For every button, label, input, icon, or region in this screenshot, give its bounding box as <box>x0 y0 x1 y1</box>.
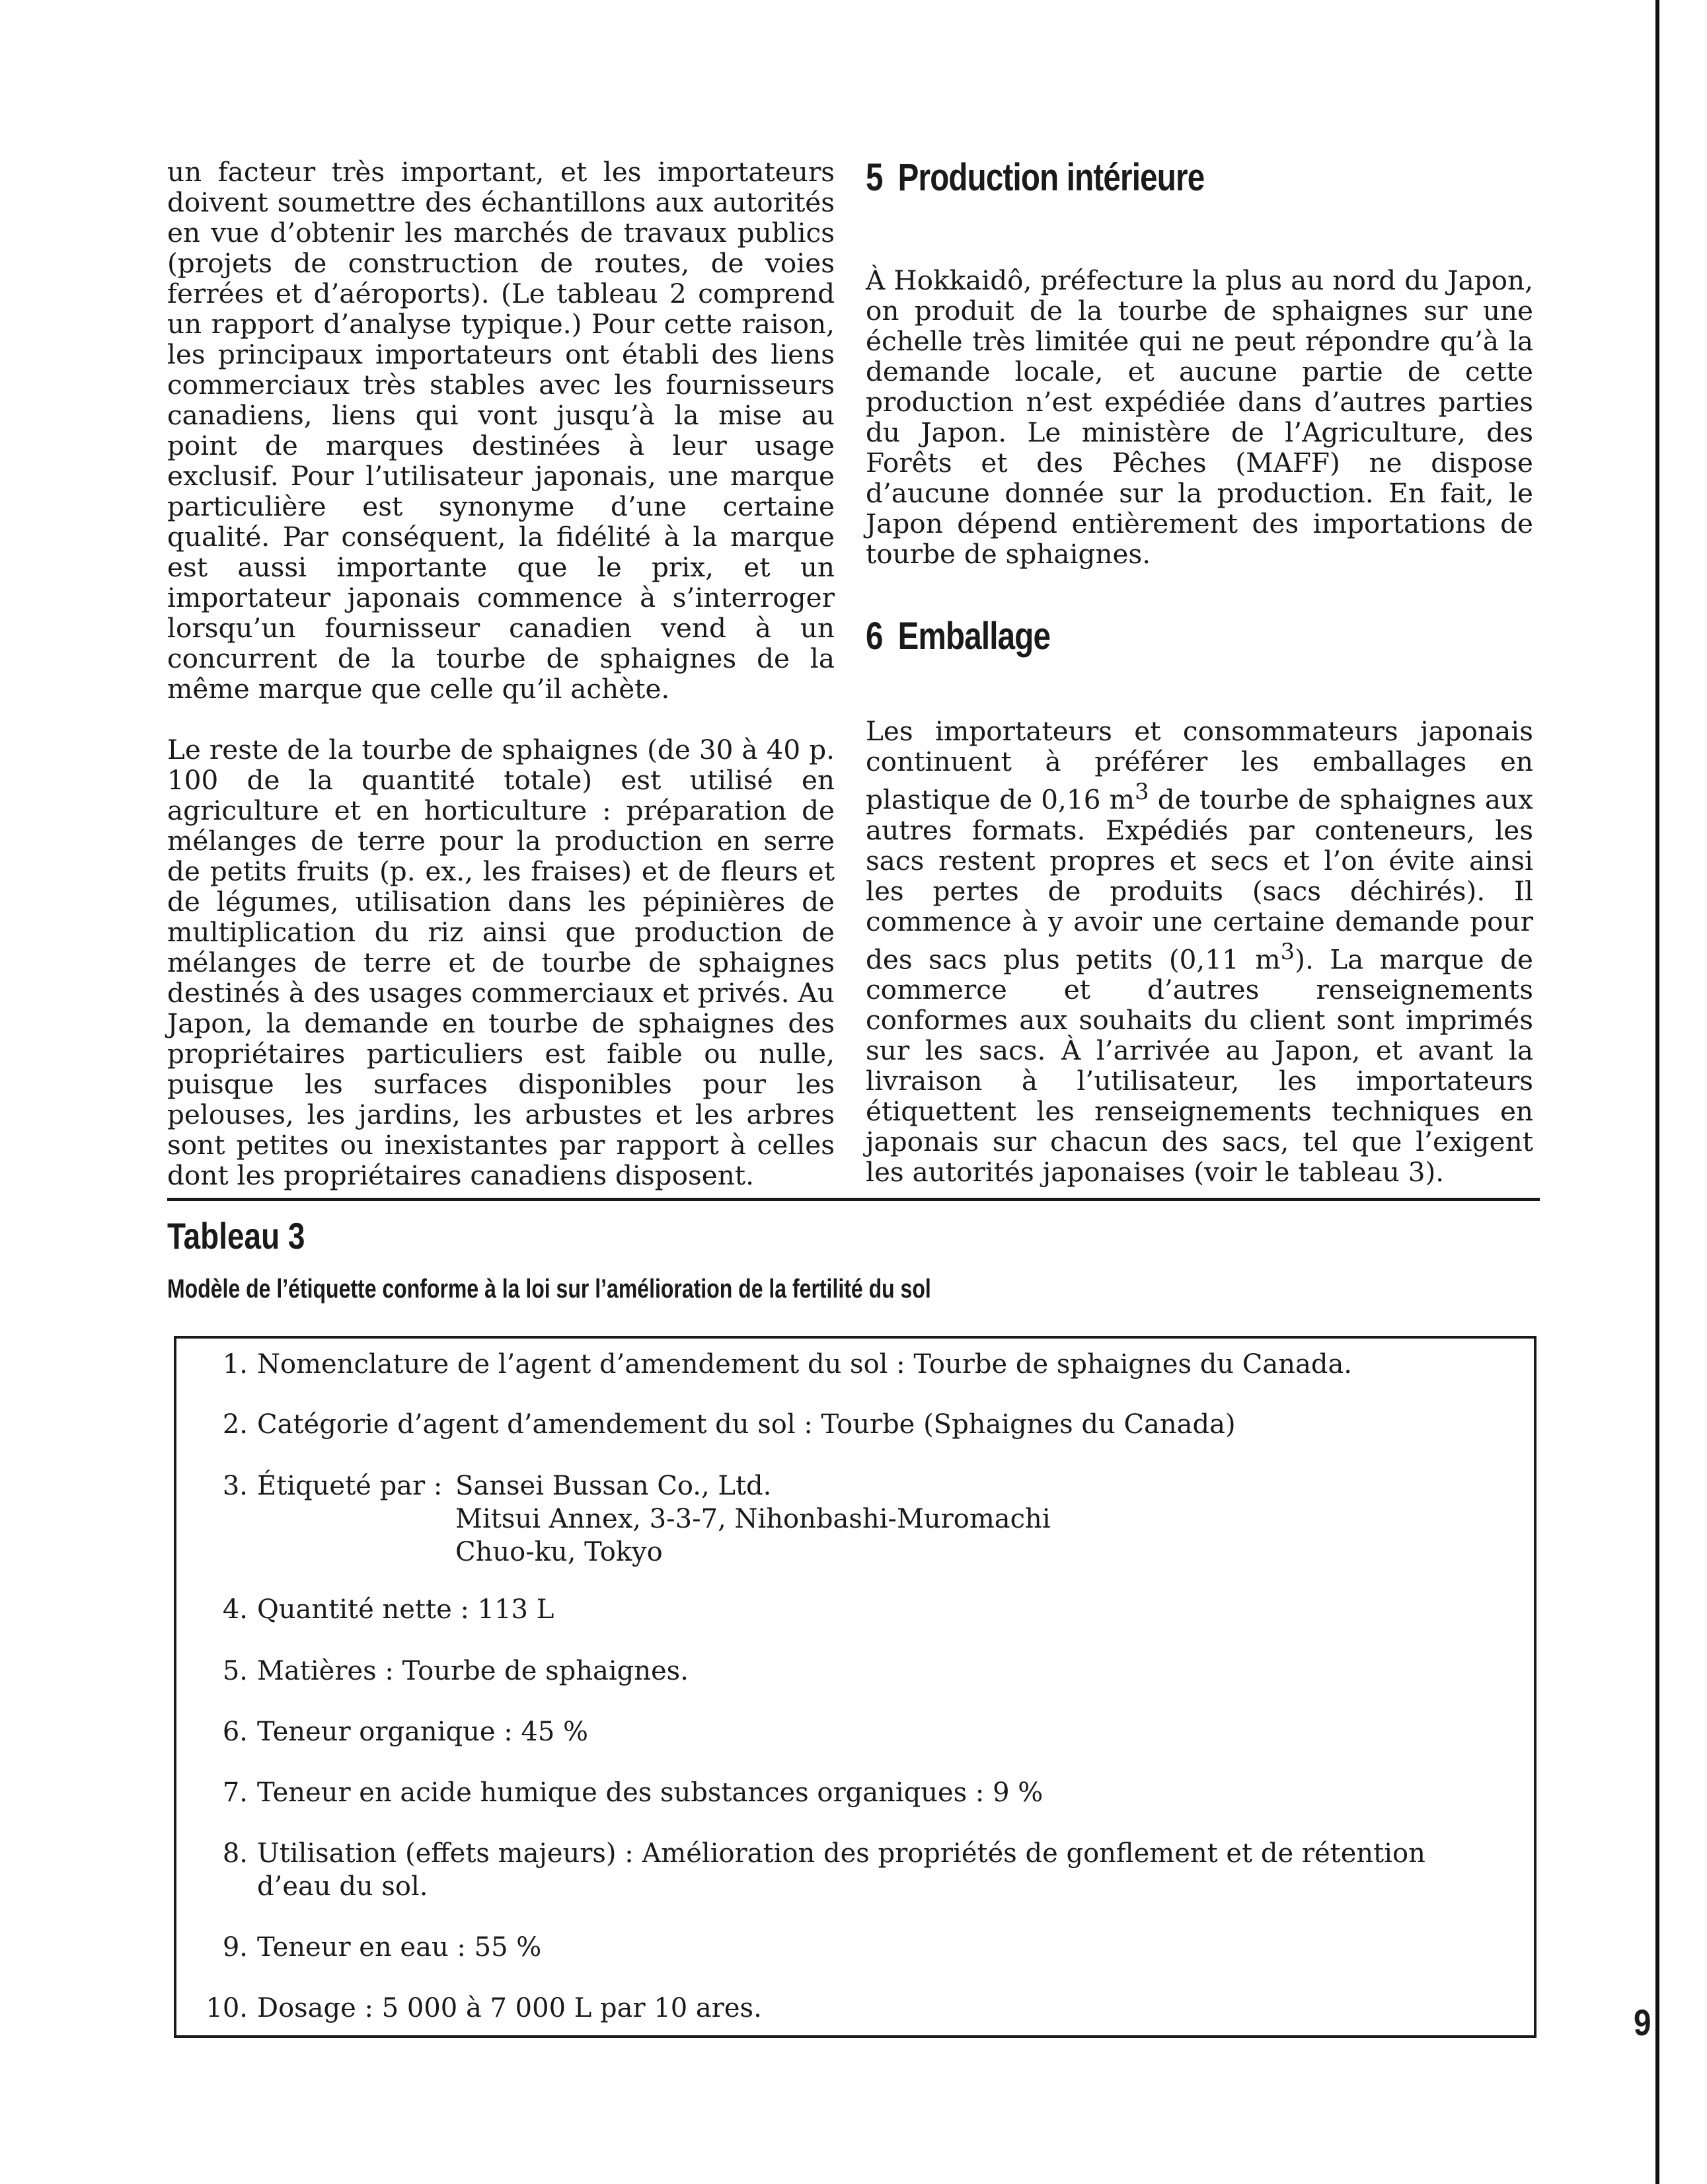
label-model-box <box>174 1336 1536 2038</box>
item-text: Matières : Tourbe de sphaignes. <box>257 1656 689 1686</box>
packaging-sup-a: 3 <box>1135 779 1149 804</box>
item-text: Utilisation (effets majeurs) : Amélioration des propriétés de gonflement et de rétention d’eau du sol. <box>257 1838 1425 1902</box>
table-subtitle: Modèle de l’étiquette conforme à la loi sur l’amélioration de la fertilité du sol <box>167 1274 931 1304</box>
item-number: 4. <box>222 1594 248 1625</box>
paragraph-importers-brand: un facteur très important, et les importateurs doivent soumettre des échantillons aux autorités en vue d’obtenir les marchés de travaux publics (projets de construction de routes, de voies ferrées et d’aéroports). (Le tableau 2 comprend un rapport d’analyse typique.) Pour cette raison, les principaux importateurs ont établi des liens commerciaux très stables avec les fournisseurs canadiens, liens qui vont jusqu’à la mise au point de marques destinées à leur usage exclusif. Pour l’utilisateur japonais, une marque particulière est synonyme d’une certaine qualité. Par conséquent, la fidélité à la marque est aussi importante que le prix, et un importateur japonais commence à s’interroger lorsqu’un fournisseur canadien vend à un concurrent de la tourbe de sphaignes de la même marque que celle qu’il achète. <box>167 156 835 705</box>
item-number: 2. <box>222 1409 248 1440</box>
packaging-sup-b: 3 <box>1280 938 1295 964</box>
labeller-lines <box>455 1469 1051 1569</box>
page-number: 9 <box>1634 2002 1651 2043</box>
item-number: 10. <box>206 1993 248 2023</box>
paragraph-domestic-production: À Hokkaidô, préfecture la plus au nord du Japon, on produit de la tourbe de sphaignes sur une échelle très limitée qui ne peut répondre qu’à la demande locale, et aucune partie de cette production n’est expédiée dans d’autres parties du Japon. Le ministère de l’Agriculture, des Forêts et des Pêches (MAFF) ne dispose d’aucune donnée sur la production. En fait, le Japon dépend entièrement des importations de tourbe de sphaignes. <box>866 264 1533 570</box>
section-heading-6 <box>866 615 1413 658</box>
item-number: 8. <box>222 1838 248 1869</box>
item-number: 5. <box>222 1656 248 1686</box>
left-column <box>167 157 835 1190</box>
section-title-6: Emballage <box>897 615 1051 658</box>
right-column <box>866 157 1533 1187</box>
labeller-company: Sansei Bussan Co., Ltd. <box>455 1471 772 1501</box>
packaging-text-b: de tourbe de sphaignes aux autres formats. Expédiés par conteneurs, les sacs restent propres et secs et l’on évite ainsi les pertes de produits (sacs déchirés). Il commence à y avoir une certaine demande pour des sacs plus petits (0,11 m <box>866 783 1534 975</box>
label-item <box>176 1348 1499 1381</box>
item-text: Teneur organique : 45 % <box>257 1717 589 1747</box>
item-number: 9. <box>222 1932 248 1963</box>
item-number: 6. <box>222 1717 248 1747</box>
table-divider-rule <box>167 1198 1540 1201</box>
section-title-5: Production intérieure <box>897 156 1205 199</box>
packaging-text-c: ). La marque de commerce et d’autres renseignements conformes aux souhaits du client sont imprimés sur les sacs. À l’arrivée au Japon, et avant la livraison à l’utilisateur, les importateurs étiquettent les renseignements techniques en japonais sur chacun des sacs, tel que l’exigent les autorités japonaises (voir le tableau 3). <box>866 943 1533 1188</box>
label-item <box>176 1408 1499 1441</box>
labeller-street: Mitsui Annex, 3-3-7, Nihonbashi-Muromachi <box>455 1504 1051 1534</box>
table-title: Tableau 3 <box>167 1215 305 1257</box>
labeller-key: Étiqueté par : <box>257 1471 443 1501</box>
paragraph-agriculture-use: Le reste de la tourbe de sphaignes (de 30 à 40 p. 100 de la quantité totale) est utilisé en agriculture et en horticulture : préparation de mélanges de terre pour la production en serre de petits fruits (p. ex., les fraises) et de fleurs et de légumes, utilisation dans les pépinières de multiplication du riz ainsi que production de mélanges de terre et de tourbe de sphaignes destinés à des usages commerciaux et privés. Au Japon, la demande en tourbe de sphaignes des propriétaires particuliers est faible ou nulle, puisque les surfaces disponibles pour les pelouses, les jardins, les arbustes et les arbres sont petites ou inexistantes par rapport à celles dont les propriétaires canadiens disposent. <box>167 734 835 1191</box>
section-heading-5 <box>866 157 1413 199</box>
packaging-text-a: Les importateurs et consommateurs japonais continuent à préférer les emballages en plastique de 0,16 m <box>866 715 1533 816</box>
item-text: Teneur en acide humique des substances organiques : 9 % <box>257 1777 1043 1808</box>
item-text <box>257 1469 1499 1569</box>
labeller-address <box>257 1469 1499 1569</box>
item-text: Dosage : 5 000 à 7 000 L par 10 ares. <box>257 1993 762 2023</box>
label-item <box>176 1469 1499 1569</box>
item-text: Catégorie d’agent d’amendement du sol : Tourbe (Sphaignes du Canada) <box>257 1409 1236 1440</box>
label-item <box>176 1837 1499 1903</box>
item-text: Teneur en eau : 55 % <box>257 1932 542 1963</box>
label-item <box>176 1931 1499 1964</box>
labeller-city: Chuo-ku, Tokyo <box>455 1537 663 1567</box>
label-item <box>176 1992 1499 2025</box>
item-number: 3. <box>222 1471 248 1501</box>
item-text: Nomenclature de l’agent d’amendement du sol : Tourbe de sphaignes du Canada. <box>257 1349 1353 1380</box>
paragraph-packaging <box>866 716 1533 1187</box>
item-text: Quantité nette : 113 L <box>257 1594 554 1625</box>
item-number: 7. <box>222 1777 248 1808</box>
label-item <box>176 1776 1499 1809</box>
section-number-6: 6 <box>866 615 883 658</box>
label-item <box>176 1593 1499 1626</box>
section-number-5: 5 <box>866 156 883 199</box>
label-item <box>176 1655 1499 1688</box>
label-item <box>176 1715 1499 1748</box>
item-number: 1. <box>222 1349 248 1380</box>
page-edge-border <box>1655 0 1659 2184</box>
